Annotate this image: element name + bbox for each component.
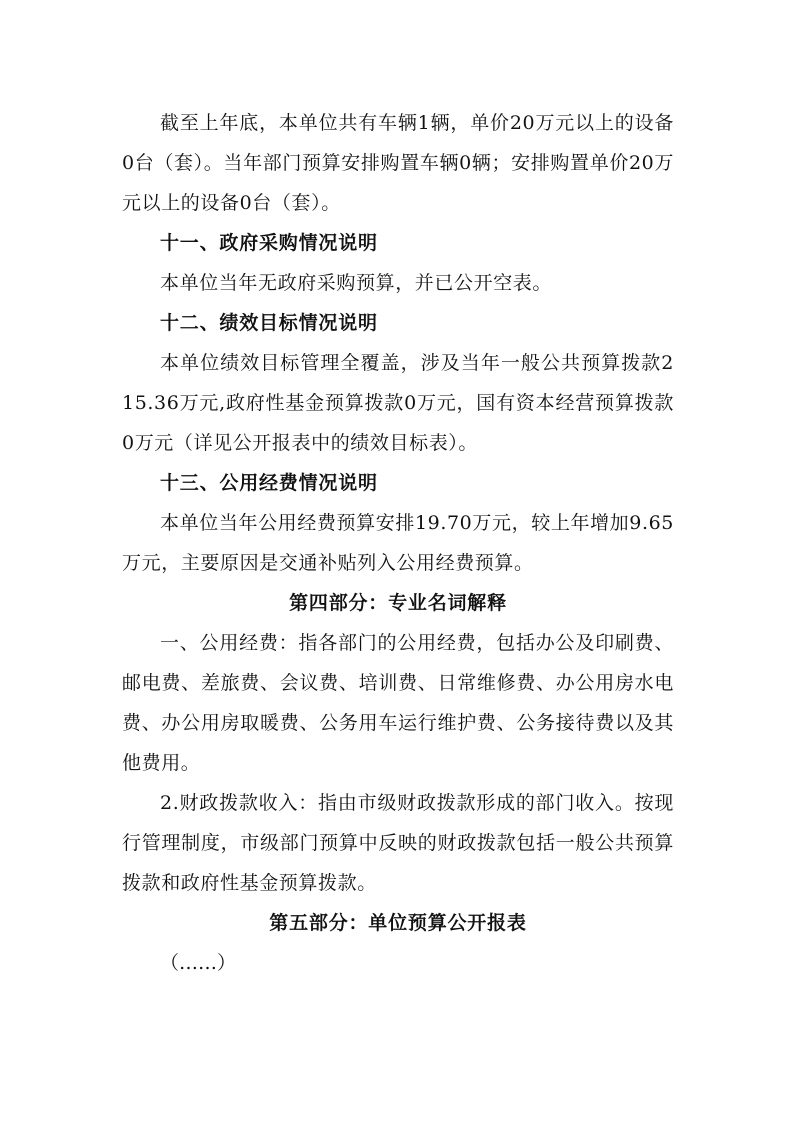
ellipsis-placeholder: （……）	[160, 952, 237, 974]
term-fiscal-income-paragraph: 2.财政拨款收入：指由市级财政拨款形成的部门收入。按现行管理制度，市级部门预算中反映的财政拨款包括一般公共预算拨款和政府性基金预算拨款。	[122, 792, 674, 894]
term-public-funds-paragraph: 一、公用经费：指各部门的公用经费，包括办公及印刷费、邮电费、差旅费、会议费、培训费、日常维修费、办公用房水电费、办公用房取暖费、公务用车运行维护费、公务接待费以及其他费用。	[122, 632, 674, 774]
section-heading-procurement: 十一、政府采购情况说明	[160, 232, 378, 254]
document-body	[122, 103, 674, 983]
part-four-title: 第四部分：专业名词解释	[289, 592, 507, 614]
public-funds-paragraph: 本单位当年公用经费预算安排19.70万元，较上年增加9.65万元，主要原因是交通补贴列入公用经费预算。	[122, 512, 674, 574]
part-five-title: 第五部分：单位预算公开报表	[269, 912, 527, 934]
section-heading-public-funds: 十三、公用经费情况说明	[160, 472, 378, 494]
performance-paragraph: 本单位绩效目标管理全覆盖，涉及当年一般公共预算拨款215.36万元,政府性基金预算拨款0万元，国有资本经营预算拨款0万元（详见公开报表中的绩效目标表）。	[122, 352, 674, 454]
section-heading-performance: 十二、绩效目标情况说明	[160, 312, 378, 334]
vehicle-equipment-paragraph: 截至上年底，本单位共有车辆1辆，单价20万元以上的设备0台（套）。当年部门预算安排购置车辆0辆；安排购置单价20万元以上的设备0台（套）。	[122, 112, 674, 214]
procurement-paragraph: 本单位当年无政府采购预算，并已公开空表。	[160, 272, 553, 294]
